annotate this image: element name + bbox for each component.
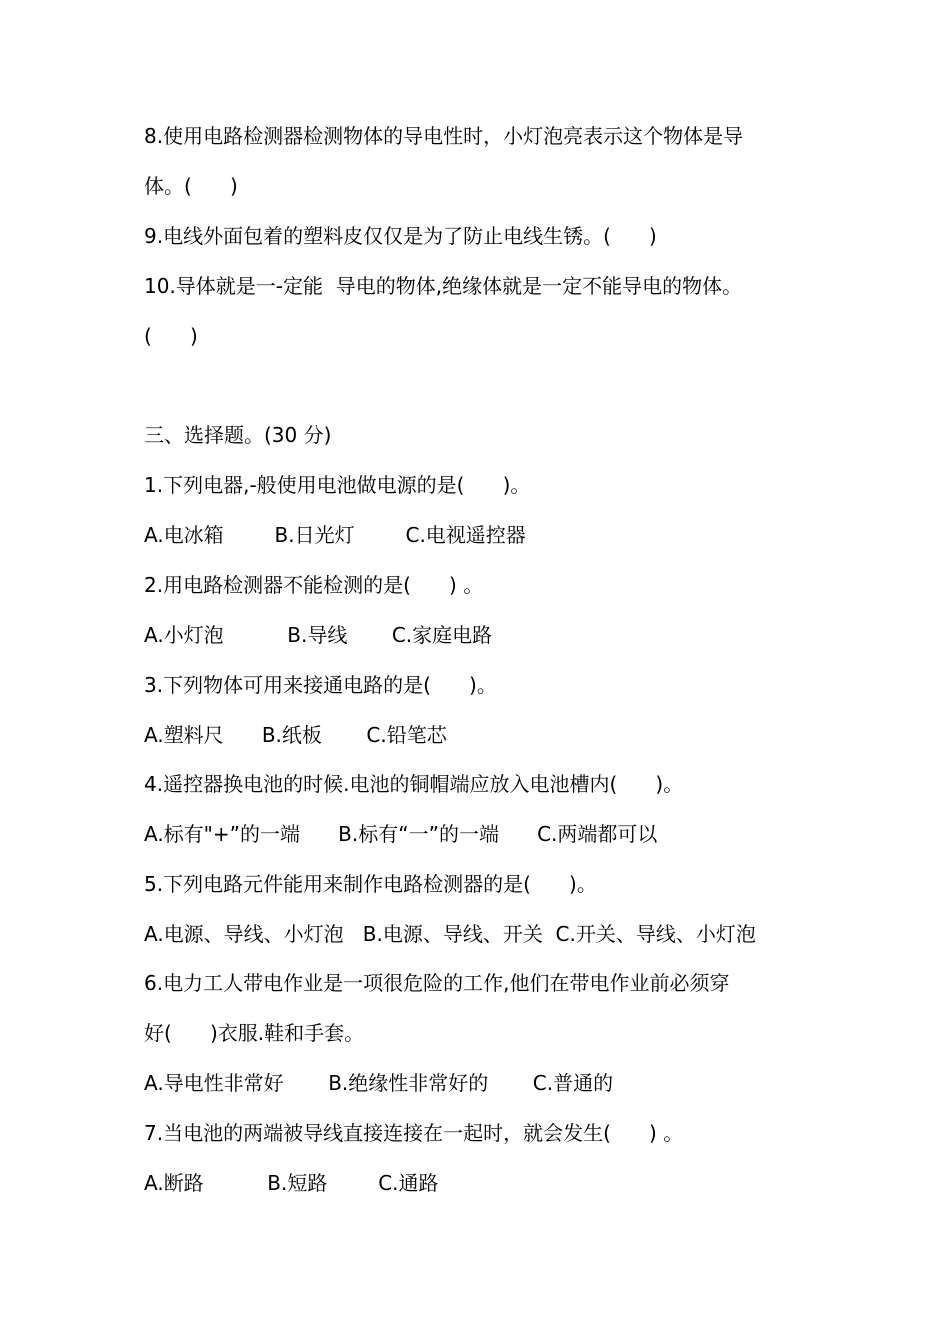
choice-options-6: A.导电性非常好 B.绝缘性非常好的 C.普通的 <box>144 1071 614 1095</box>
choice-question-7: 7.当电池的两端被导线直接连接在一起时，就会发生( ) 。 <box>144 1121 684 1145</box>
choice-question-6-line-2: 好( )衣服.鞋和手套。 <box>144 1021 365 1045</box>
question-8-line-1: 8.使用电路检测器检测物体的导电性时，小灯泡亮表示这个物体是导 <box>144 124 744 148</box>
choice-question-1: 1.下列电器,-般使用电池做电源的是( )。 <box>144 473 531 497</box>
question-9: 9.电线外面包着的塑料皮仅仅是为了防止电线生锈。( ) <box>144 224 657 248</box>
question-10-line-2: ( ) <box>144 324 198 348</box>
choice-options-7: A.断路 B.短路 C.通路 <box>144 1171 439 1195</box>
choice-question-6-line-1: 6.电力工人带电作业是一项很危险的工作,他们在带电作业前必须穿 <box>144 971 730 995</box>
question-8-line-2: 体。( ) <box>144 174 238 198</box>
choice-question-3: 3.下列物体可用来接通电路的是( )。 <box>144 673 497 697</box>
choice-question-2: 2.用电路检测器不能检测的是( ) 。 <box>144 573 484 597</box>
choice-options-1: A.电冰箱 B.日光灯 C.电视遥控器 <box>144 523 526 547</box>
choice-options-5: A.电源、导线、小灯泡 B.电源、导线、开关 C.开关、导线、小灯泡 <box>144 922 756 946</box>
choice-options-3: A.塑料尺 B.纸板 C.铅笔芯 <box>144 723 447 747</box>
choice-options-4: A.标有"+”的一端 B.标有“一”的一端 C.两端都可以 <box>144 822 658 846</box>
section-heading: 三、选择题。(30 分) <box>144 423 332 447</box>
choice-question-5: 5.下列电路元件能用来制作电路检测器的是( )。 <box>144 872 597 896</box>
choice-question-4: 4.遥控器换电池的时候.电池的铜帽端应放入电池槽内( )。 <box>144 772 684 796</box>
question-10-line-1: 10.导体就是一-定能 导电的物体,绝缘体就是一定不能导电的物体。 <box>144 274 743 298</box>
choice-options-2: A.小灯泡 B.导线 C.家庭电路 <box>144 623 493 647</box>
